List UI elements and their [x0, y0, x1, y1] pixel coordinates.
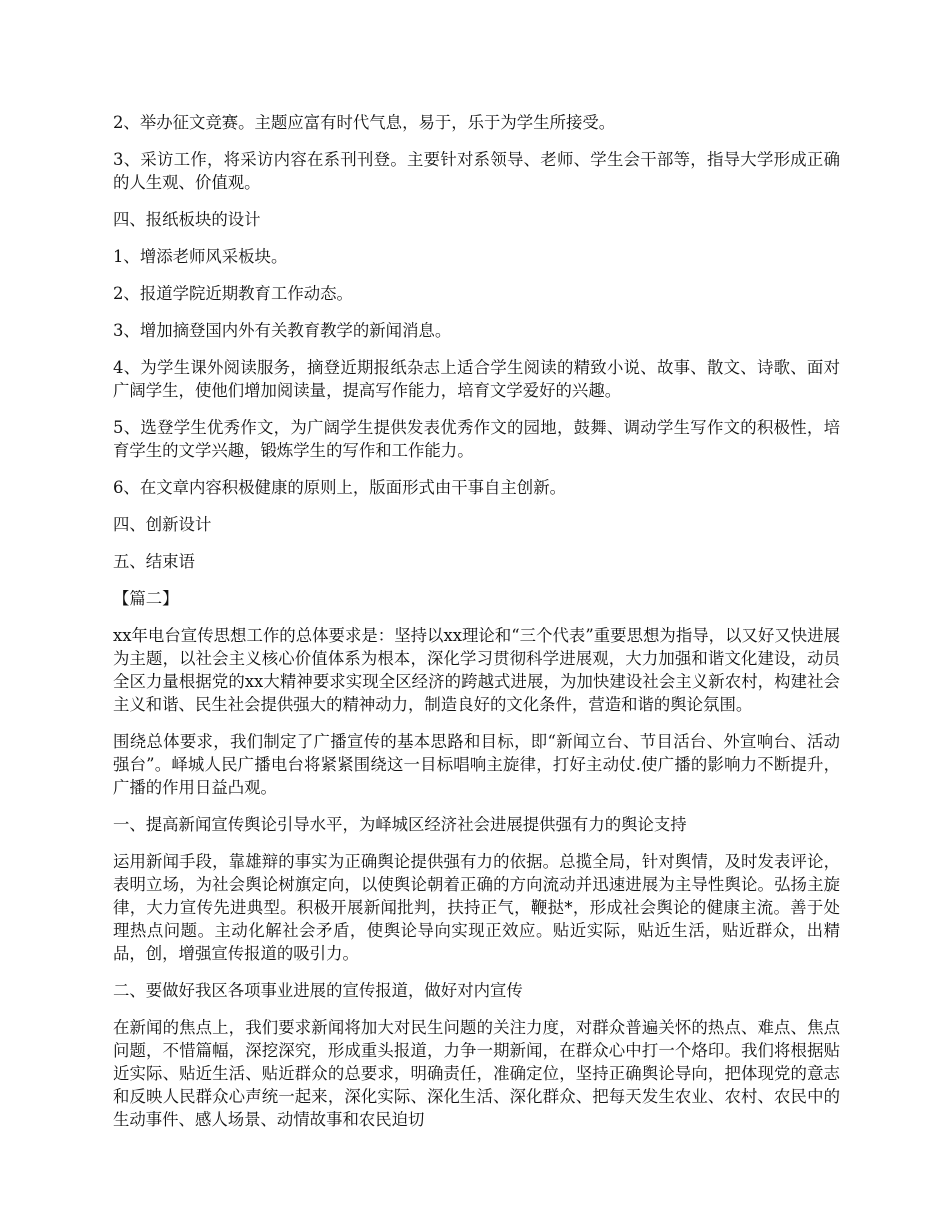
paragraph-broadcast-goals: 围绕总体要求，我们制定了广播宣传的基本思路和目标，即“新闻立台、节目活台、外宣响台、活动强台”。峄城人民广播电台将紧紧围绕这一目标唱响主旋律，打好主动仗.使广播的影响力不断提升，广播的作用日益凸观。 — [113, 732, 840, 797]
heading-newspaper-sections: 四、报纸板块的设计 — [113, 210, 261, 229]
paragraph-layout-innovation: 6、在文章内容积极健康的原则上，版面形式由干事自主创新。 — [113, 478, 566, 497]
paragraph-teacher-section: 1、增添老师风采板块。 — [113, 247, 288, 266]
heading-innovation-design: 四、创新设计 — [113, 515, 212, 534]
paragraph-news-methods: 运用新闻手段，靠雄辩的事实为正确舆论提供强有力的依据。总揽全局，针对舆情，及时发表评论，表明立场，为社会舆论树旗定向，以使舆论朝着正确的方向流动并迅速进展为主导性舆论。弘扬主旋律，大力宣传先进典型。积极开展新闻批判，扶持正气，鞭挞*，形成社会舆论的健康主流。善于处理热点问题。主动化解社会矛盾，使舆论导向实现正效应。贴近实际，贴近生活，贴近群众，出精品，创，增强宣传报道的吸引力。 — [113, 852, 840, 963]
document-page — [113, 111, 840, 1145]
paragraph-news-focus: 在新闻的焦点上，我们要求新闻将加大对民生问题的关注力度，对群众普遍关怀的热点、难点、焦点问题，不惜篇幅，深挖深究，形成重头报道，力争一期新闻，在群众心中打一个烙印。我们将根据贴近实际、贴近生活、贴近群众的总要求，明确责任，准确定位，坚持正确舆论导向，把体现党的意志和反映人民群众心声统一起来，深化实际、深化生活、深化群众、把每天发生农业、农村、农民中的生动事件、感人场景、动情故事和农民迫切 — [113, 1018, 840, 1129]
heading-news-guidance: 一、提高新闻宣传舆论引导水平，为峄城区经济社会进展提供强有力的舆论支持 — [113, 815, 687, 834]
heading-part-two: 【篇二】 — [113, 589, 179, 608]
heading-internal-publicity: 二、要做好我区各项事业进展的宣传报道，做好对内宣传 — [113, 981, 523, 1000]
paragraph-essay-contest: 2、举办征文竞赛。主题应富有时代气息，易于，乐于为学生所接受。 — [113, 113, 616, 132]
paragraph-overall-requirements: xx年电台宣传思想工作的总体要求是：坚持以xx理论和“三个代表”重要思想为指导，以又好又快进展为主题，以社会主义核心价值体系为根本，深化学习贯彻科学进展观，大力加强和谐文化建设，动员全区力量根据党的xx大精神要求实现全区经济的跨越式进展，为加快建设社会主义新农村，构建社会主义和谐、民生社会提供强大的精神动力，制造良好的文化条件，营造和谐的舆论氛围。 — [113, 626, 840, 714]
paragraph-domestic-foreign-news: 3、增加摘登国内外有关教育教学的新闻消息。 — [113, 321, 452, 340]
paragraph-education-news: 2、报道学院近期教育工作动态。 — [113, 284, 353, 303]
heading-conclusion: 五、结束语 — [113, 552, 195, 571]
paragraph-reading-service: 4、为学生课外阅读服务，摘登近期报纸杂志上适合学生阅读的精致小说、故事、散文、诗歌、面对广阔学生，使他们增加阅读量，提高写作能力，培育文学爱好的兴趣。 — [113, 358, 840, 400]
paragraph-interview-work: 3、采访工作，将采访内容在系刊刊登。主要针对系领导、老师、学生会干部等，指导大学形成正确的人生观、价值观。 — [113, 150, 840, 192]
paragraph-student-essays: 5、选登学生优秀作文，为广阔学生提供发表优秀作文的园地，鼓舞、调动学生写作文的积极性，培育学生的文学兴趣，锻炼学生的写作和工作能力。 — [113, 418, 840, 460]
